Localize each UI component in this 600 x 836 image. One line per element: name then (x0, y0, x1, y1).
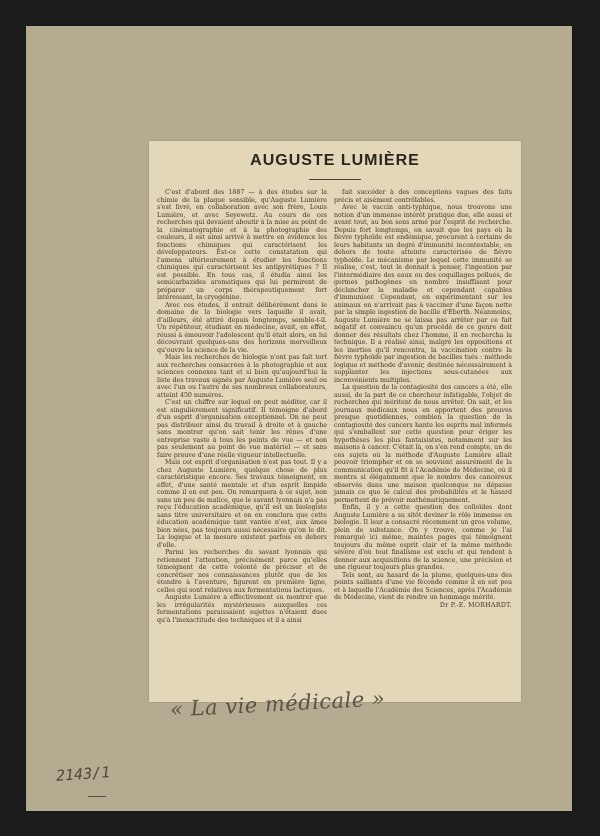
article-column-right (334, 189, 512, 609)
handwritten-shelf-mark: 2143/1 (55, 763, 111, 785)
paragraph: Enfin, il y a cette question des colloïdes dont Auguste Lumière a su sitôt deviner le rôle immense en biologie. Il leur a consacré récemment un gros volume, plein de substance. On y trouve, comme je l'ai remarqué ici même, maintes pages qui témoignent toujours du même esprit clair et la même méthode sévère d'où tout finalisme est exclu et qui tendent à donner aux acquisitions de la science, une précision et une rigueur toujours plus grandes. (334, 504, 512, 571)
paragraph: La question de la contagiosité des cancers a été, elle aussi, de la part de ce chercheur infatigable, l'objet de recherches qui méritent de nous arrêter. On sait, et les journaux médicaux nous en apportent des preuves presque quotidiennes, combien la question de la contagiosité des cancers hante les esprits mal informés qui s'emballent sur cette question pour ériger les hypothèses les plus fantaisistes, notamment sur les maisons à cancer. C'était là, on s'en rend compte, un de ces sujets où la méthode d'Auguste Lumière allait pouvoir triompher et on se souvient assurément de la communication qu'il fit à l'Académie de Médecine, où il montra si élégamment que le nombre des cancéreux observés dans une maison quelconque ne dépasse jamais ce que le calcul des probabilités et le hasard permettent de prévoir mathématiquement. (334, 384, 512, 504)
pencil-tick-mark (88, 796, 106, 797)
article-title: AUGUSTE LUMIÈRE (250, 152, 420, 169)
paragraph: C'est d'abord des 1887 — à des études sur la chimie de la plaque sensible, qu'Auguste Lumière s'est livré, en collaboration avec son frère, Louis Lumière, et avec Seyewetz. Au cours de ces recherches qui devaient aboutir à la mise au point de la cinématographie et à la photographie des couleurs, il est ainsi arrivé à mettre en évidence les fonctions chimiques qui caractérisent les développateurs. Est-ce cette constatation qui l'amena ultérieurement à étudier les fonctions chimiques qui caractérisent les antipyrétiques ? Il est possible. En tous cas, il étudia ainsi les semicarbazides aromatiques qui lui permirent de préparer un corps thérapeutiquement fort intéressant, la cryogénine. (157, 189, 327, 301)
paragraph: C'est un chiffre sur lequel on peut méditer, car il est singulièrement significatif. Il témoigne d'abord d'un esprit d'organisation exceptionnel. On ne peut pas distribuer ainsi du travail à droite et à gauche sans montrer qu'on sait tenir les rênes d'une entreprise vaste à tous les points de vue — et non pas seulement au point de vue matériel — et sans faire preuve d'une réelle vigueur intellectuelle. (157, 399, 327, 459)
paragraph: Avec ces études, il entrait délibérément dans le domaine de la biologie vers laquelle il avait, d'ailleurs, été attiré depuis longtemps, semble-t-il. Un répétiteur, étudiant en médecine, avait, en effet, réussi à émouvoir l'adolescent qu'il était alors, en lui découvrant quelques-uns des horizons merveilleux qu'ouvre la science de la vie. (157, 301, 327, 354)
paragraph: fait succéder à des conceptions vagues des faits précis et aisément contrôlables. (334, 189, 512, 204)
newspaper-clipping (149, 141, 521, 702)
title-divider (309, 179, 361, 180)
paragraph: Auguste Lumière a effectivement su montrer que les irrégularités mystérieuses auxquelles ces fermentations paraissaient sujettes n'étaient dues qu'à l'inexactitude des techniques et il a ainsi (157, 594, 327, 624)
article-column-left (157, 189, 327, 624)
paragraph: Parmi les recherches du savant lyonnais qui retiennent l'attention, précisément parce qu'elles témoignent de cette volonté de préciser et de concrétiser nos connaissances plutôt que de les étendre à l'aventure, figurent en première ligne, celles qui sont relatives aux fermentations lactiques. (157, 549, 327, 594)
author-signature: Dr P.-E. MORHARDT. (439, 601, 512, 609)
paragraph: Mais les recherches de biologie n'ont pas fait tort aux recherches consacrées à la photographie et aux sciences connexes tant et si bien qu'aujourd'hui la liste des travaux signés par Auguste Lumière seul ou avec l'un ou l'autre de ses nombreux collaborateurs, atteint 450 numéros. (157, 354, 327, 399)
paragraph: Tels sont, au hasard de la plume, quelques-uns des points saillants d'une vie féconde comme il en est peu et à laquelle l'Académie des Sciences, après l'Académie de Médecine, vient de rendre un hommage mérité. (334, 571, 512, 601)
paragraph: Mais cet esprit d'organisation n'est pas tout. Il y a chez Auguste Lumière, quelque chose de plus caractéristique encore. Ses travaux témoignent, en effet, d'une santé mentale et d'un esprit limpide comme il en est peu. On remarquera à ce sujet, non sans un peu de malice, que le savant lyonnais n'a pas reçu l'éducation académique, qu'il est un biologiste sans titre universitaire et on en conclura que cette éducation académique tant vantée n'est, aux âmes bien nées, pas toujours aussi nécessaire qu'on le dit. La logique et la mesure existent parfois en dehors d'elle. (157, 459, 327, 549)
handwritten-source-note: « La vie médicale » (169, 686, 386, 722)
paragraph: Avec le vaccin anti-typhique, nous trouvons une notion d'un immense intérêt pratique due, elle aussi et avant tout, au bon sens armé par l'esprit de recherche. Depuis fort longtemps, on savait que les pays où la fièvre typhoïde est endémique, procurent à certains de leurs habitants un degré d'immunité incontestable, en dehors de toute atteinte caractérisée de fièvre typhoïde. Le mécanisme par lequel cette immunité se réalise, c'est, tout le donnait à penser, l'ingestion par l'intermédiaire des eaux ou des coquillages pollués, de germes pathogènes en nombre insuffisant pour déclancher la maladie et cependant capables d'immuniser. Cependant, en expérimentant sur les animaux on n'arrivait pas à vacciner d'une façon nette par la simple ingestion de bacille d'Eberth. Néanmoins, Auguste Lumière ne se laissa pas arrêter par ce fait négatif et convaincu qu'un procédé de ce genre doit donner des résultats chez l'homme, il en rechercha la technique. Il a réalisé ainsi, malgré les oppositions et les inerties qu'il rencontra, la vaccination contre la fièvre typhoïde par ingestion de bacilles tués : méthode logique et méthode d'avenir, destinée nécessairement à supplanter les injections sous-cutanées aux inconvénients multiples. (334, 204, 512, 384)
